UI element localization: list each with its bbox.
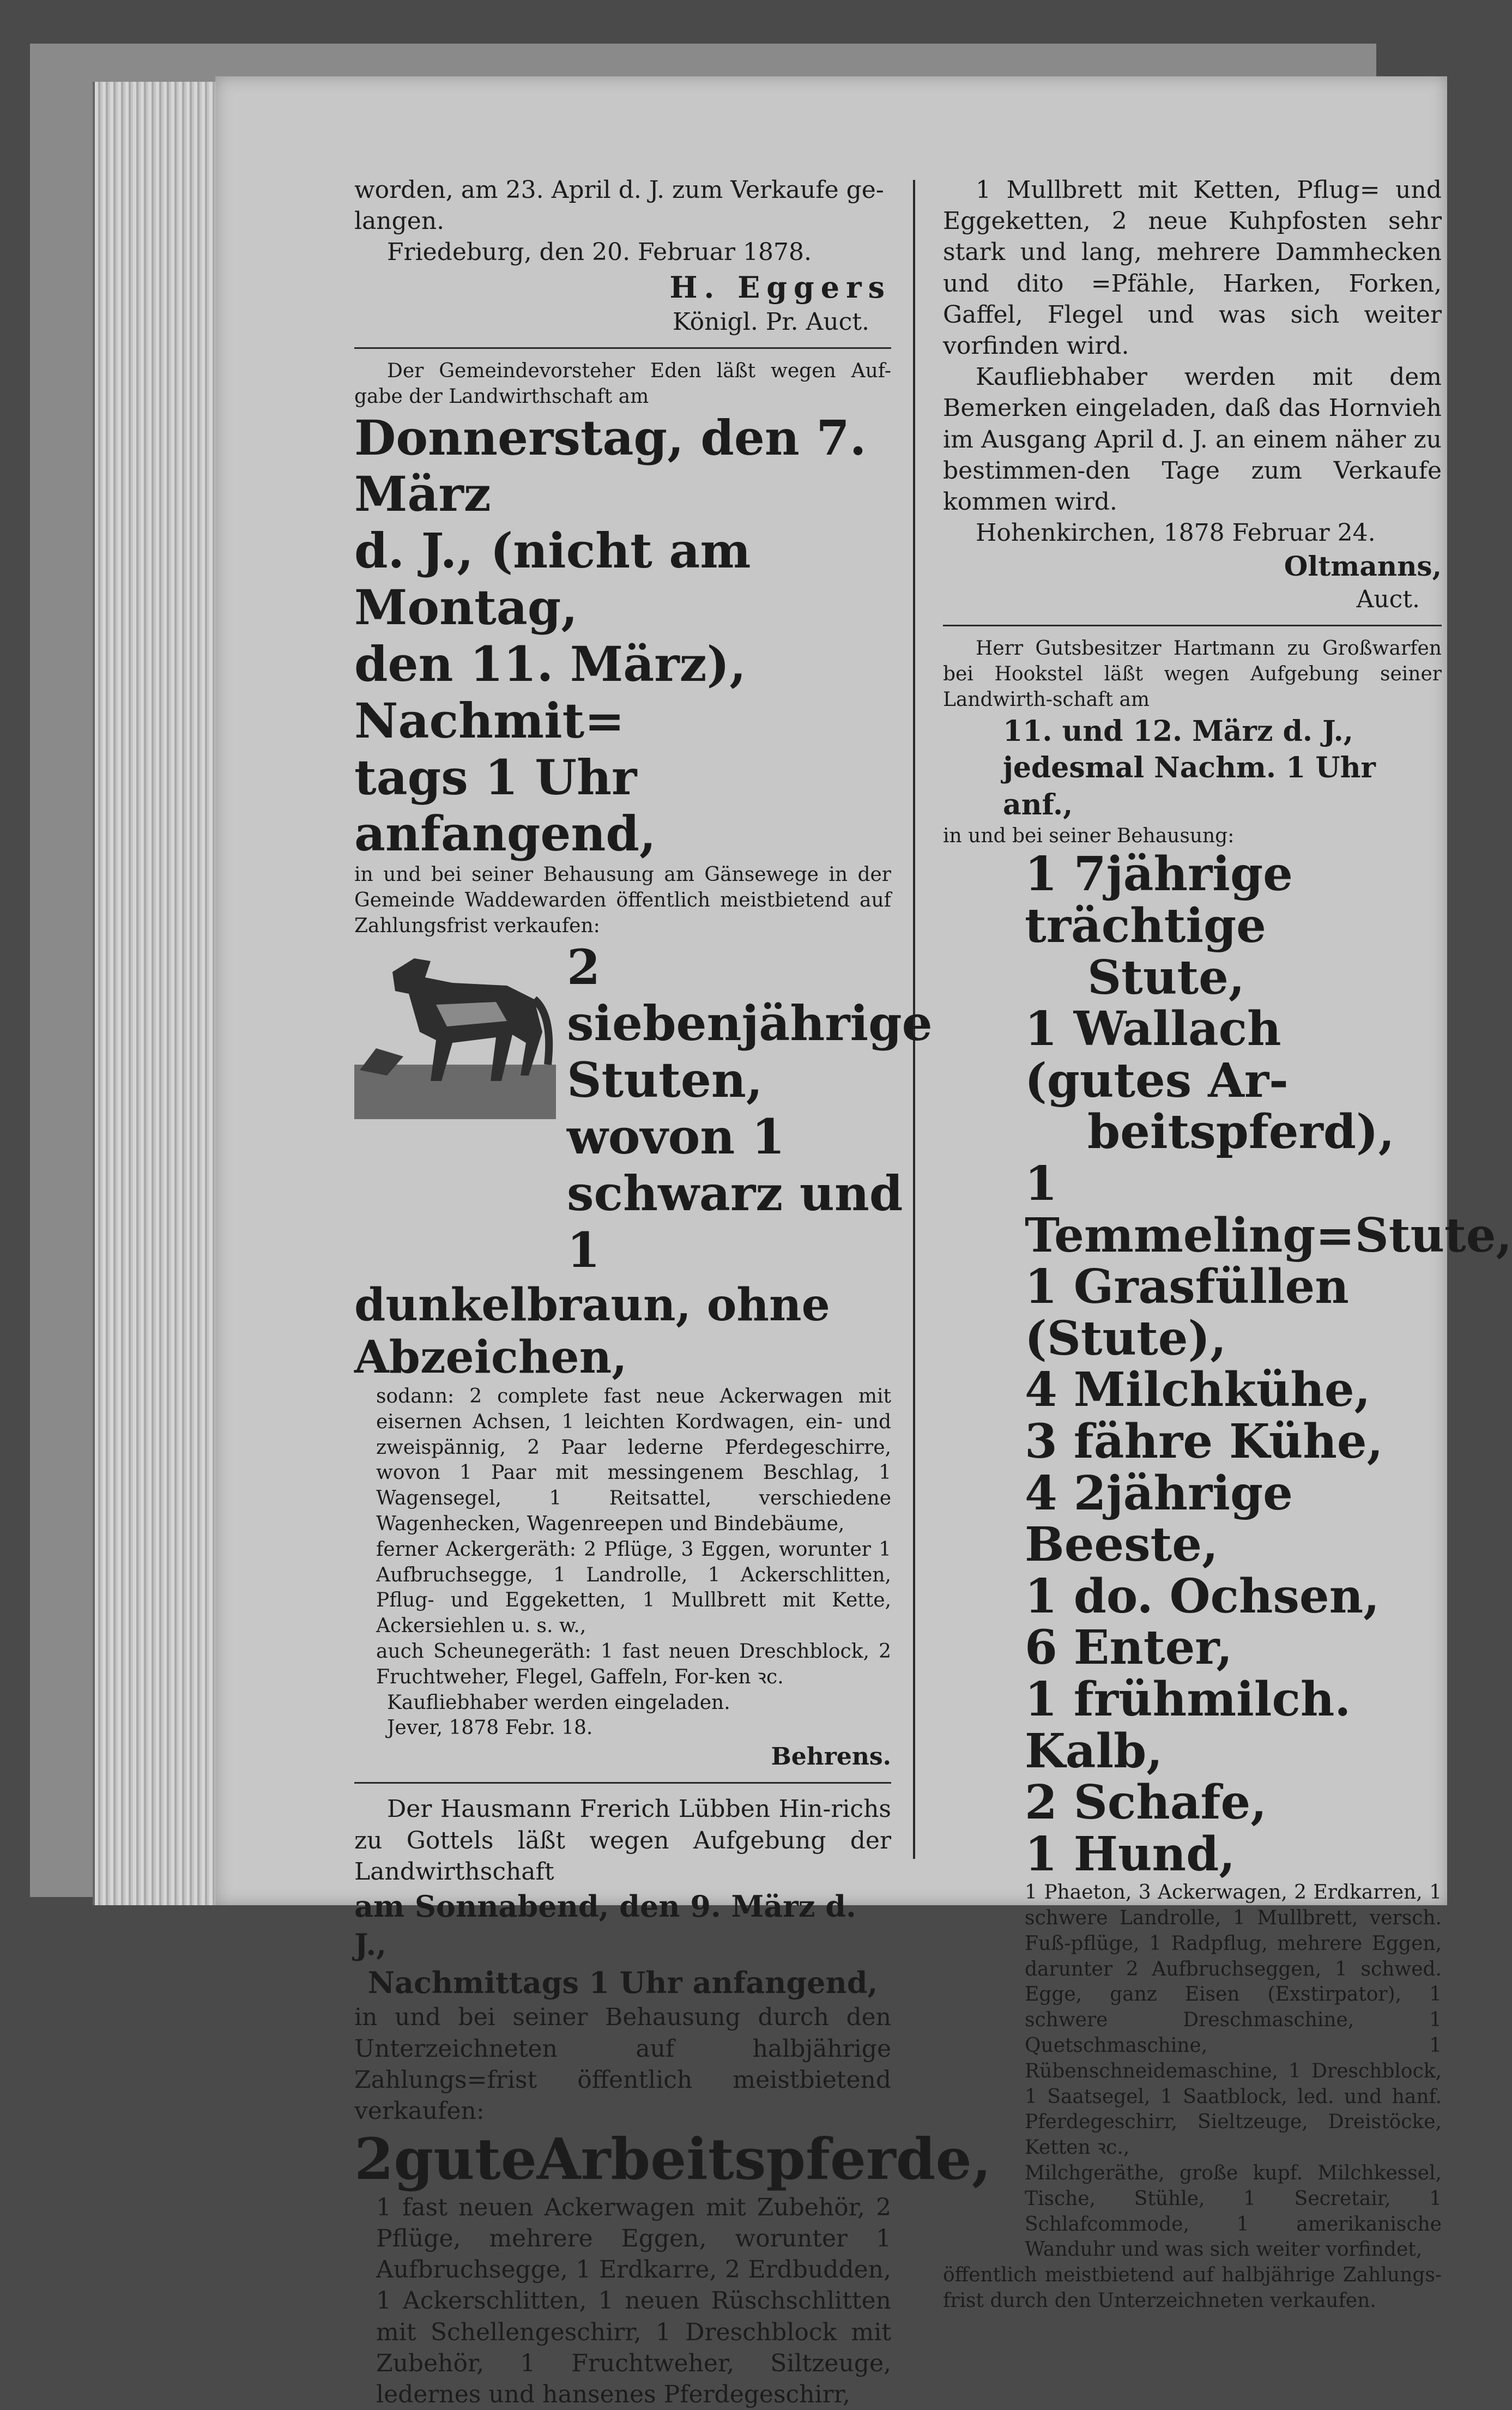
dateline: Hohenkirchen, 1878 Februar 24. [976, 519, 1376, 547]
ad-body: ferner Ackergeräth: 2 Pflüge, 3 Eggen, worunter 1 Aufbruchsegge, 1 Landrolle, 1 Ackerschlitten, Pflug- und Eggeketten, 1 Mullbrett mit Kette, Ackersiehlen u. s. w., [376, 1538, 891, 1638]
ad-body: auch Scheunegeräth: 1 fast neuen Dreschblock, 2 Fruchtweher, Flegel, Gaffeln, For-ken ꝛc. [376, 1640, 891, 1688]
headline-date: Donnerstag, den 7. März [354, 409, 867, 523]
book-page-edges [93, 82, 220, 1905]
list-item: 6 Enter, [1025, 1620, 1233, 1676]
ad-text: langen. [354, 207, 445, 235]
ad-body: 1 Phaeton, 3 Ackerwagen, 2 Erdkarren, 1 schwere Landrolle, 1 Mullbrett, versch. Fuß-pflüge, 1 Radpflug, mehrere Eggen, darunter 2 Aufbruchseggen, 1 schwed. Egge, ganz Eisen (Exstirpator), 1 schwere Dreschmaschine, 1 Quetschmaschine, 1 Rübenschneidemaschine, 1 Dreschblock, 1 Saatsegel, 1 Saatblock, led. und hanf. Pferdegeschirr, Sieltzeuge, Dreistöcke, Ketten ꝛc., [1025, 1881, 1442, 2159]
headline-date: am Sonnabend, den 9. März d. J., [354, 1888, 856, 1962]
list-item: 3 fähre Kühe, [1025, 1414, 1383, 1469]
item-list [943, 847, 1512, 1882]
headline-item: Stuten, wovon 1 [567, 1052, 785, 1165]
ad-eggers [354, 174, 891, 337]
ad-intro: Der Gemeindevorsteher Eden läßt wegen Auf-gabe der Landwirthschaft am [354, 359, 891, 408]
headline-item: 2guteArbeitspferde, [354, 2125, 991, 2193]
left-column [354, 174, 991, 2410]
list-item: Stute, [1087, 950, 1245, 1005]
list-item: 1 Hund, [1025, 1826, 1236, 1882]
ad-body: sodann: 2 complete fast neue Ackerwagen mit eisernen Achsen, 1 leichten Kordwagen, ein- und zweispännig, 2 Paar lederne Pferdegeschirre, wovon 1 Paar mit messingenem Beschlag, 1 Wagensegel, 1 Reitsattel, verschiedene Wagenhecken, Wagenreepen und Bindebäume, [376, 1385, 891, 1535]
headline-date: d. J., (nicht am Montag, [354, 522, 751, 636]
list-item: 4 Milchkühe, [1025, 1362, 1371, 1418]
horse-block [354, 938, 933, 1279]
headline-date: Nachmittags 1 Uhr anfangend, [367, 1965, 878, 2001]
headline-date: 11. und 12. März d. J., [1003, 714, 1353, 748]
headline-item: dunkelbraun, ohne Abzeichen, [354, 1278, 830, 1384]
dateline: Friedeburg, den 20. Februar 1878. [387, 238, 812, 267]
signer-title: Auct. [1356, 585, 1420, 614]
ad-body: 1 Mullbrett mit Ketten, Pflug= und Eggeketten, 2 neue Kuhpfosten sehr stark und lang, mehrere Dammhecken und dito =Pfähle, Harken, Forken, Gaffel, Flegel und was sich weiter vorfinden wird. [943, 176, 1442, 360]
newspaper-page [215, 76, 1512, 2408]
ad-intro: Herr Gutsbesitzer Hartmann zu Großwarfen bei Hookstel läßt wegen Aufgebung seiner Landwirth-schaft am [943, 637, 1442, 711]
ad-body: in und bei seiner Behausung: [943, 824, 1235, 847]
ad-hartmann [943, 636, 1512, 2314]
list-item: 1 Temmeling=Stute, [1025, 1156, 1512, 1263]
list-item: beitspferd), [1087, 1104, 1395, 1160]
headline-date: jedesmal Nachm. 1 Uhr anf., [1003, 751, 1376, 822]
list-item: 1 do. Ochsen, [1025, 1568, 1380, 1624]
list-item: 1 Grasfüllen (Stute), [1025, 1259, 1349, 1366]
right-column [943, 174, 1512, 2314]
dateline: Jever, 1878 Febr. 18. [387, 1717, 593, 1739]
signer: H. Eggers [669, 269, 891, 305]
list-item: 4 2jährige Beeste, [1025, 1465, 1293, 1573]
ad-intro: Der Hausmann Frerich Lübben Hin-richs zu Gottels läßt wegen Aufgebung der Landwirthschaft [354, 1795, 891, 1886]
ad-body: in und bei seiner Behausung am Gänsewege in der Gemeinde Waddewarden öffentlich meistbietend auf Zahlungsfrist verkaufen: [354, 863, 891, 937]
separator [354, 347, 891, 349]
headline-date: den 11. März), Nachmit= [354, 635, 746, 749]
ad-eden [354, 359, 933, 1772]
signer: Oltmanns, [1284, 550, 1442, 583]
ad-body: 1 fast neuen Ackerwagen mit Zubehör, 2 Pflüge, mehrere Eggen, worunter 1 Aufbruchsegge, 1 Erdkarre, 2 Erdbudden, 1 Ackerschlitten, 1 neuen Rüschschlitten mit Schellengeschirr, 1 Dreschblock mit Zubehör, 1 Fruchtweher, Siltzeuge, ledernes und hansenes Pferdegeschirr, [376, 2193, 891, 2408]
signer-title: Königl. Pr. Auct. [672, 307, 869, 336]
headline-item: schwarz und 1 [567, 1164, 903, 1278]
ad-body: Milchgeräthe, große kupf. Milchkessel, Tische, Stühle, 1 Secretair, 1 Schlafcommode, 1 amerikanische Wanduhr und was sich weiter vorfindet, [1025, 2162, 1442, 2261]
list-item: 1 7jährige trächtige [1025, 847, 1293, 953]
separator [354, 1782, 891, 1784]
separator [943, 625, 1442, 626]
ad-oltmanns [943, 174, 1442, 615]
list-item: 1 frühmilch. Kalb, [1025, 1671, 1351, 1779]
signer: Behrens. [771, 1743, 891, 1771]
ad-huebbenhinrichs [354, 1793, 991, 2410]
list-item: 1 Wallach (gutes Ar- [1025, 1001, 1289, 1108]
ad-text: worden, am 23. April d. J. zum Verkaufe ge- [354, 176, 884, 204]
headline-date: tags 1 Uhr anfangend, [354, 748, 656, 862]
horse-text [567, 939, 933, 1279]
horse-illustration [354, 939, 556, 1119]
ad-body: in und bei seiner Behausung durch den Unterzeichneten auf halbjährige Zahlungs=frist öffentlich meistbietend verkaufen: [354, 2003, 891, 2125]
ad-body: Kaufliebhaber werden mit dem Bemerken eingeladen, daß das Hornvieh im Ausgang April d. J. an einem näher zu bestimmen-den Tage zum Verkaufe kommen wird. [943, 363, 1442, 516]
list-item: 2 Schafe, [1025, 1775, 1267, 1831]
headline-item: 2 siebenjährige [567, 938, 933, 1052]
ad-body: Kaufliebhaber werden eingeladen. [387, 1691, 730, 1714]
ad-body: öffentlich meistbietend auf halbjährige Zahlungs-frist durch den Unterzeichneten verkaufen. [943, 2264, 1442, 2312]
